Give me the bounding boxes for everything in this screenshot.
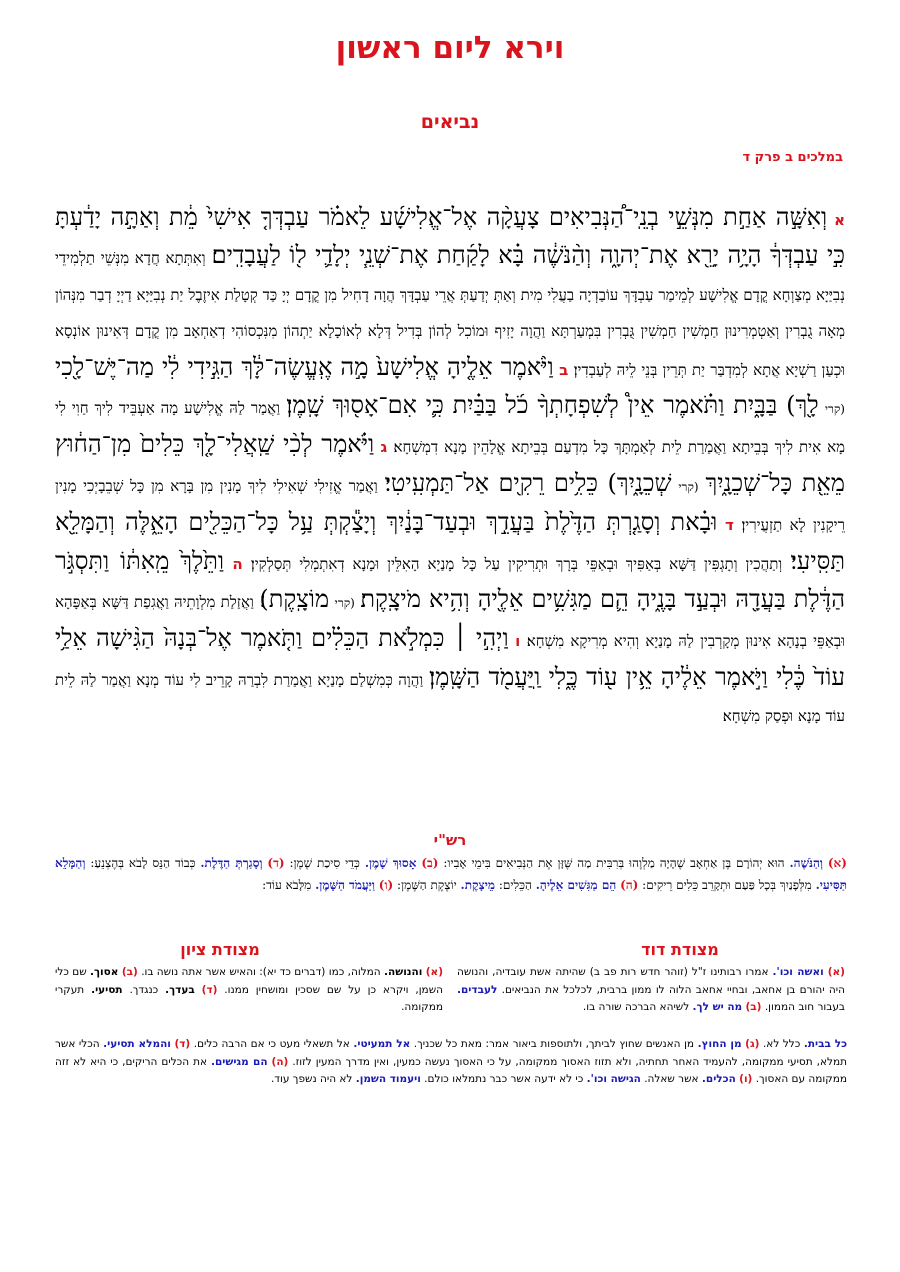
- qere-marker: (קרי: [824, 402, 845, 417]
- commentary-label: (ד): [201, 983, 218, 996]
- commentary-text: הַכֵּלִים:: [498, 877, 532, 892]
- qere-marker: (קרי: [334, 596, 355, 611]
- targum-text: וַאֲזַלַת מִלְוָתֵיהּ וַאֲגִפַת דַּשָּׁא בְּאַפָּהָא וּבְאַפֵּי בְנָהָא אִינוּן מְקָרְבִין לַהּ מָנַיָא וְהִיא מְרִיקָא מִשְׁחָא׃: [55, 593, 845, 651]
- commentary-label: (ד): [267, 856, 285, 870]
- commentary-label: (ב): [421, 856, 439, 870]
- metzudat-tzion-commentary: [55, 964, 443, 1017]
- commentary-text: הכלי אשר תמלא, תסיעי ממקומה, להעמיד האחר תחתיה, ולא תזוז האסוך ממקומה, על כי האסוך נעשה כמעין, ואין מדרך המעין לזוז.: [55, 1038, 847, 1068]
- dibbur-hamatchil: אָסוּךְ שָׁמֶן.: [364, 856, 417, 870]
- rashi-heading: רש"י: [433, 831, 467, 849]
- commentary-label: (ג): [745, 1038, 760, 1050]
- verse-text: וַיֹּ֨אמֶר אֵלֶ֤יהָ אֱלִישָׁע֙ מָ֣ה אֶֽעֱשֶׂה־לָּ֔ךְ הַגִּ֣ידִי לִ֔י מַה־יֶּשׁ־לָ֖כִי: [55, 352, 554, 381]
- commentary-text: תעקרי ממקומה.: [55, 983, 443, 1014]
- dibbur-hamatchil: תסיעי.: [91, 983, 123, 996]
- rashi-commentary: [55, 853, 847, 896]
- commentary-text: אמרו רבותינו ז"ל (זוהר חדש רות פב ב) שהיתה אשת עובדיה, והנושה היה יהורם בן אחאב, ובחיי אחאב הלוה לו ממון ברבית, לכלכל את הנביאים.: [457, 966, 845, 996]
- verse-text: וַיְהִ֣י ׀ כִּמְלֹ֣את הַכֵּלִ֗ים וַתֹּ֤אמֶר אֶל־בְּנָהּ֙ הַגִּ֨ישָׁה אֵלַ֥י עוֹד֙ כֶּ֔לִי וַיֹּ֣אמֶר אֵלֶ֔יהָ אֵ֥ין ע֖וֹד כֶּ֑לִי וַֽיַּעֲמֹ֖ד הַשָּֽׁמֶן׃: [55, 624, 845, 691]
- commentary-text: לא היה נשפך עוד.: [270, 1073, 353, 1086]
- verse-number: ב: [559, 360, 569, 379]
- verse-text: וּבָ֗את וְסָגַ֤רְתְּ הַדֶּ֙לֶת֙ בַּעֲדֵ֣ךְ וּבְעַד־בָּנַ֔יִךְ וְיָצַ֕קְתְּ עַ֥ל כָּל־הַכֵּלִ֖ים הָאֵ֑לֶּה וְהַמָּלֵ֖א תַּסִּֽיעִי׃: [55, 508, 845, 575]
- dibbur-hamatchil: ואשה וכו'.: [772, 966, 824, 978]
- commentary-text: מִלְּפָנַיִךְ בְּכָל פַּעַם וּתְקָרֵב כֵּלִים רֵיקִים:: [642, 877, 812, 892]
- commentary-text: כְּבוֹד הַנֵּס לָבֹא בְּהֶצְנֵעַ:: [90, 856, 196, 870]
- targum-text: וַאֲמַר לַהּ אֱלִישָׁע מָה אַעְבֵּיד לִיךְ חַוִי לִי מָא אִית לִיךְ בְּבֵיתָא וַאֲמַרַת לֵית לְאַמְתָּךְ כָּל מִדְעַם בְּבֵיתָא אֱלָהֵין מָנָא דִמְשְׁחָא׃: [55, 399, 845, 457]
- dibbur-hamatchil: מן החוץ.: [697, 1038, 742, 1050]
- dibbur-hamatchil: אסוך.: [90, 966, 119, 978]
- dibbur-hamatchil: ויעמוד השמן.: [355, 1073, 421, 1086]
- qere-marker: (קרי: [678, 479, 699, 494]
- dibbur-hamatchil: מֵיצָקֶת.: [460, 877, 496, 892]
- commentary-label: (א): [827, 856, 847, 870]
- commentary-text: כנגדך.: [129, 983, 159, 996]
- dibbur-hamatchil: וְסָגַרְתְּ הַדֶּלֶת.: [200, 856, 263, 870]
- commentary-text: כי לא ידעה אשר כבר נתמלאו כולם.: [424, 1073, 584, 1086]
- dibbur-hamatchil: בעדך.: [165, 983, 195, 996]
- dibbur-hamatchil: כל בבית.: [803, 1038, 848, 1050]
- commentary-text: אשר שאלה.: [644, 1073, 699, 1086]
- commentary-text: מן האנשים שחוץ לביתך, ולתוספות ביאור אמר: מאת כל שכניך.: [413, 1038, 695, 1050]
- commentary-label: (ב): [745, 1001, 762, 1014]
- commentary-label: (ב): [121, 966, 138, 978]
- page-title: וירא ליום ראשון: [335, 30, 565, 66]
- commentary-text: בעבור חוב הממון.: [764, 1001, 845, 1014]
- commentary-label: (ה): [271, 1055, 289, 1068]
- dibbur-hamatchil: הכלים.: [701, 1073, 736, 1086]
- dibbur-hamatchil: הגישה וכו'.: [586, 1073, 641, 1086]
- metzudat-david-commentary: [457, 964, 845, 1017]
- dibbur-hamatchil: אל תמעיטי.: [353, 1038, 411, 1050]
- verse-number: ד: [724, 516, 734, 535]
- dibbur-hamatchil: והמלא תסיעי.: [103, 1038, 171, 1050]
- commentary-text: את הכלים הריקים, כי היא לא זזה ממקומה עם האסוך.: [55, 1055, 847, 1086]
- commentary-text: הוּא יְהוֹרָם בֶּן אַחְאָב שֶׁהָיָה מַלְוֶהוּ בְּרִבִּית מַה שֶּׁזָּן אֶת הַנְּבִיאִים בִּימֵי אָבִיו:: [443, 856, 785, 870]
- commentary-label: (ו): [739, 1073, 753, 1086]
- verse-number: ו: [515, 632, 521, 651]
- commentary-label: (ו): [378, 877, 394, 892]
- verse-text: וַתֵּ֙לֶךְ֙ מֵֽאִתּ֔וֹ וַתִּסְגֹּ֣ר הַדֶּ֔לֶת בַּעֲדָ֖הּ וּבְעַ֣ד בָּנֶ֑יהָ הֵ֛ם מַגִּשִׁ֥ים אֵלֶ֖יהָ וְהִ֥יא מֹיצָֽקֶת׃: [55, 546, 846, 614]
- dibbur-hamatchil: והנושה.: [384, 966, 423, 978]
- dibbur-hamatchil: וְהַמָּלֵא תַּסִּיעִי.: [55, 856, 847, 892]
- dibbur-hamatchil: וְהַנֹּשֶׁה.: [789, 856, 823, 870]
- verse-number: ג: [380, 438, 388, 457]
- targum-text: וַהֲוָה כְּמִשְׁלַם מָנַיָא וַאֲמַרַת לִבְרַהּ קָרֵיב לִי עוֹד מְנָא וַאֲמַר לַהּ לֵית עוֹד מָנָא וּפְסַק מִשְׁחָא׃: [55, 670, 845, 726]
- metzudat-david-heading: מצודת דוד: [641, 940, 719, 959]
- scripture-text: [55, 200, 845, 735]
- dibbur-hamatchil: הֵם מַגִּשִׁים אֵלֶיהָ.: [535, 877, 617, 892]
- commentary-text: שם כלי השמן, ויקרא כן על שם שסכין ומושחין ממנו.: [55, 966, 443, 996]
- verse-number: ה: [232, 554, 243, 573]
- targum-text: וַאֲמַר אֱזִילִי שְׁאִילִי לִיךְ מָנִין מִן בָּרָא מִן כָּל שְׁבֵבָיְכִי מָנִין רֵיקָנִין לָא תַזְעֲירִין׃: [55, 476, 845, 535]
- commentary-text: אל תשאלי מעט כי אם הרבה כלים.: [193, 1038, 350, 1050]
- commentary-text: לשיהא הברכה שורה בו.: [582, 1001, 690, 1014]
- section-title: נביאים: [420, 111, 480, 133]
- commentary-label: (ד): [174, 1038, 191, 1050]
- commentary-label: (א): [827, 966, 845, 978]
- commentary-text: המלוה, כמו (דברים כד יא): והאיש אשר אתה נושה בו.: [141, 966, 381, 978]
- commentary-text: יוֹצֶקֶת הַשֶּׁמֶן:: [397, 877, 457, 892]
- metzudat-david-continued: [55, 1036, 847, 1089]
- dibbur-hamatchil: לעבדים.: [457, 983, 498, 996]
- verse-text: שְׁכֵנָ֑יִךְ) כֵּלִ֥ים רֵקִ֖ים אַל־תַּמְעִֽיטִי׃: [384, 468, 672, 497]
- dibbur-hamatchil: מה יש לך.: [692, 1001, 743, 1014]
- dibbur-hamatchil: הם מגישים.: [210, 1055, 268, 1068]
- verse-text: מוֹצָֽקֶת)׃: [259, 585, 330, 614]
- metzudat-tzion-heading: מצודת ציון: [180, 940, 260, 959]
- verse-text: לָ֖ךְ) בַּבָּ֑יִת וַתֹּ֗אמֶר אֵין֩ לְשִׁפְחָתְךָ֨ כֹ֜ל בַּבַּ֗יִת כִּ֛י אִם־אָס֖וּךְ שָֽׁמֶן׃: [286, 391, 819, 420]
- dibbur-hamatchil: וַיַּעֲמֹד הַשָּׁמֶן.: [315, 877, 375, 892]
- commentary-label: (ה): [620, 877, 639, 892]
- verse-text: וְאִשָּׁ֣ה אַחַ֣ת מִנְּשֵׁ֣י בְנֵֽי־הַ֠נְּבִיאִים צָעֲקָ֨ה אֶל־אֱלִישָׁ֜ע לֵאמֹ֗ר עַבְדְּךָ֤ אִישִׁי֙ מֵ֔ת וְאַתָּ֣ה יָדַ֔עְתָּ כִּ֣י עַבְדְּךָ֔ הָיָ֥ה יָרֵ֖א אֶת־יְהוָ֑ה וְהַ֨נֹּשֶׁ֔ה בָּ֗א לָקַ֜חַת אֶת־שְׁנֵ֧י יְלָדַ֛י ל֖וֹ לַעֲבָדִֽים׃: [55, 203, 845, 270]
- commentary-text: מִלָּבֹא עוֹד:: [262, 877, 312, 892]
- commentary-text: כְּדֵי סִיכַת שֶׁמֶן:: [289, 856, 360, 870]
- commentary-text: כלל לא.: [762, 1038, 801, 1050]
- verse-number: א: [834, 211, 846, 229]
- verse-text: וַיֹּ֗אמֶר לְכִ֨י שַֽׁאֲלִי־לָ֤ךְ כֵּלִים֙ מִן־הַח֔וּץ מֵאֵ֖ת כָּל־שְׁכֵנָ֑יִךְ: [55, 430, 845, 497]
- targum-text: וְאִתְּתָא חֲדָא מִנְּשֵׁי תַלְמִידֵי נְבִיַּיָא מְצַוְחָא קֳדָם אֱלִישָׁע לְמֵימַר עַבְדָּךְ עוֹבַדְיָה בַעֲלִי מִית וְאַתְּ יְדַעַתְּ אֲרֵי עַבְדָּךְ הֲוָה דָחִיל מִן קֳדָם יְיָ כַּד קְטָלַת אִיזֶבֶל יַת נְבִיַּיָא דַיְיָ דְבַר מִנְּהוֹן מְאָה גֻבְרִין וְאַטְמְרִינוּן חַמְשִׁין חַמְשִׁין גֻּבְרִין בִּמְעַרְתָּא וַהֲוָה יָזִיף וּמוֹכִל לְהוֹן בְּדִיל דְּלָא לְאוֹכָלָא יַתְהוֹן מִנִּכְסוֹהִי דְאַחְאָב מִן קֳדָם דְּאִינוּן אוֹנְסָא וּכְעַן רַשְׁיָא אֲתָא לְמִדְבַּר יַת תְּרֵין בְּנֵי לֵיהּ לְעַבְדִין׃: [55, 249, 845, 379]
- chapter-reference: במלכים ב פרק ד: [742, 150, 843, 165]
- targum-text: וְתַהֲכִין וְתָגְפִּין דַּשָּׁא בְּאַפִּיךְ וּבְאַפֵּי בְּרָךְ וּתְרִיקִין עַל כָּל מָנַיָא הָאִלֵּין וּמָנָא דְאִתְמְלִי תְּסַלְקִין׃: [250, 554, 783, 573]
- commentary-label: (א): [425, 966, 443, 978]
